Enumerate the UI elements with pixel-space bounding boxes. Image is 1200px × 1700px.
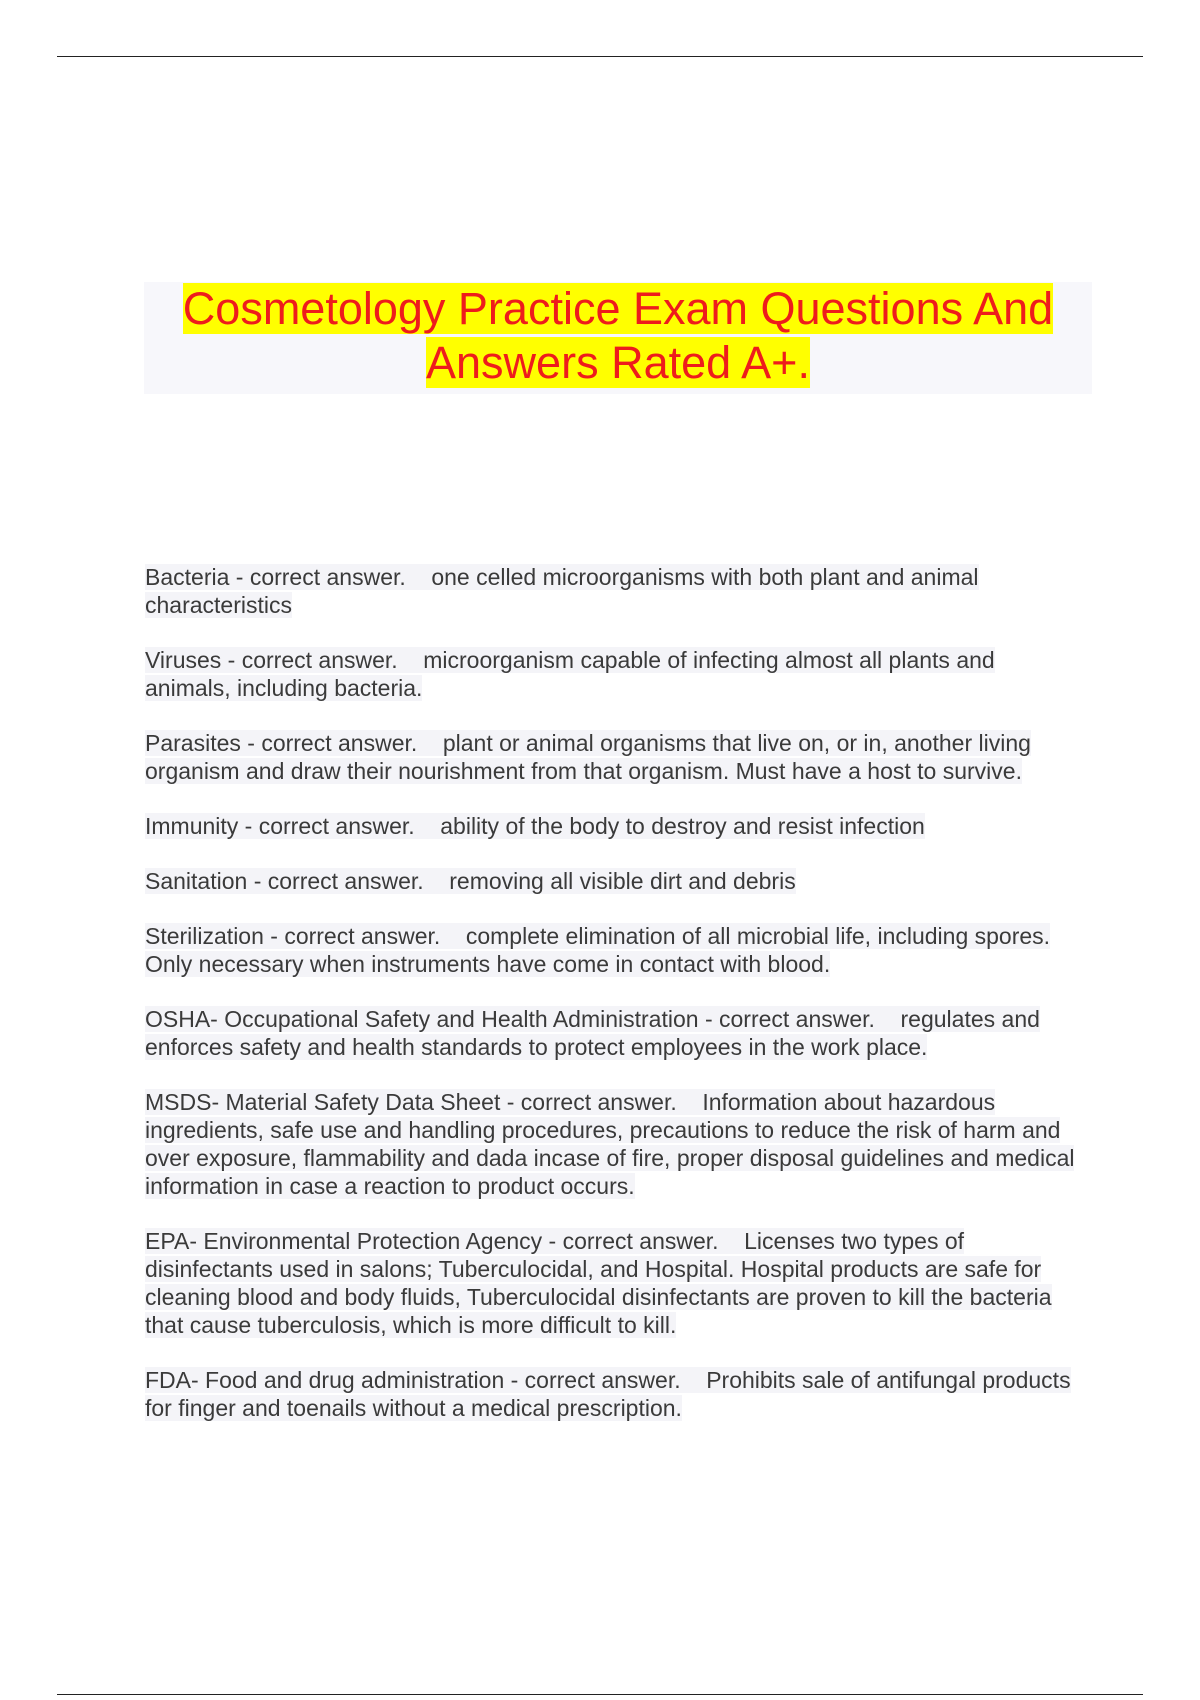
footer-rule (57, 1694, 1143, 1695)
qa-answer: regulates and enforces safety and health standards to protect employees in the work place. (145, 1006, 1040, 1060)
qa-item (145, 867, 1085, 895)
qa-answer: Information about hazardous ingredients, safe use and handling procedures, precautions to reduce the risk of harm and over exposure, flammability and dada incase of fire, proper disposal guidelines and medical information in case a reaction to product occurs. (145, 1089, 1075, 1199)
qa-answer: Prohibits sale of antifungal products for finger and toenails without a medical prescription. (145, 1367, 1071, 1421)
qa-term: Sanitation - correct answer. (145, 868, 424, 894)
document-title: Cosmetology Practice Exam Questions And Answers Rated A+. (182, 283, 1054, 388)
qa-answer: complete elimination of all microbial life, including spores. Only necessary when instruments have come in contact with blood. (145, 923, 1051, 977)
qa-answer: removing all visible dirt and debris (449, 868, 796, 894)
qa-item (145, 1088, 1085, 1200)
qa-item (145, 1005, 1085, 1061)
qa-answer: microorganism capable of infecting almost all plants and animals, including bacteria. (145, 647, 995, 701)
title-block (144, 282, 1092, 394)
qa-list (145, 563, 1085, 1449)
qa-item (145, 922, 1085, 978)
header-rule (57, 56, 1143, 57)
qa-answer: plant or animal organisms that live on, or in, another living organism and draw their nourishment from that organism. Must have a host to survive. (145, 730, 1031, 784)
qa-answer: one celled microorganisms with both plant and animal characteristics (145, 564, 979, 618)
qa-term: MSDS- Material Safety Data Sheet - correct answer. (145, 1089, 677, 1115)
qa-item (145, 646, 1085, 702)
qa-answer: ability of the body to destroy and resist infection (440, 813, 925, 839)
qa-term: Parasites - correct answer. (145, 730, 418, 756)
qa-term: OSHA- Occupational Safety and Health Administration - correct answer. (145, 1006, 875, 1032)
qa-item (145, 1227, 1085, 1339)
qa-term: Immunity - correct answer. (145, 813, 415, 839)
qa-term: EPA- Environmental Protection Agency - correct answer. (145, 1228, 719, 1254)
qa-item (145, 729, 1085, 785)
qa-term: Bacteria - correct answer. (145, 564, 406, 590)
qa-term: Sterilization - correct answer. (145, 923, 441, 949)
qa-answer: Licenses two types of disinfectants used in salons; Tuberculocidal, and Hospital. Hospital products are safe for cleaning blood and body fluids, Tuberculocidal disinfectants are proven to kill the bacteria that cause tuberculosis, which is more difficult to kill. (145, 1228, 1052, 1338)
qa-item (145, 812, 1085, 840)
qa-item (145, 1366, 1085, 1422)
qa-term: Viruses - correct answer. (145, 647, 398, 673)
qa-term: FDA- Food and drug administration - correct answer. (145, 1367, 681, 1393)
qa-item (145, 563, 1085, 619)
